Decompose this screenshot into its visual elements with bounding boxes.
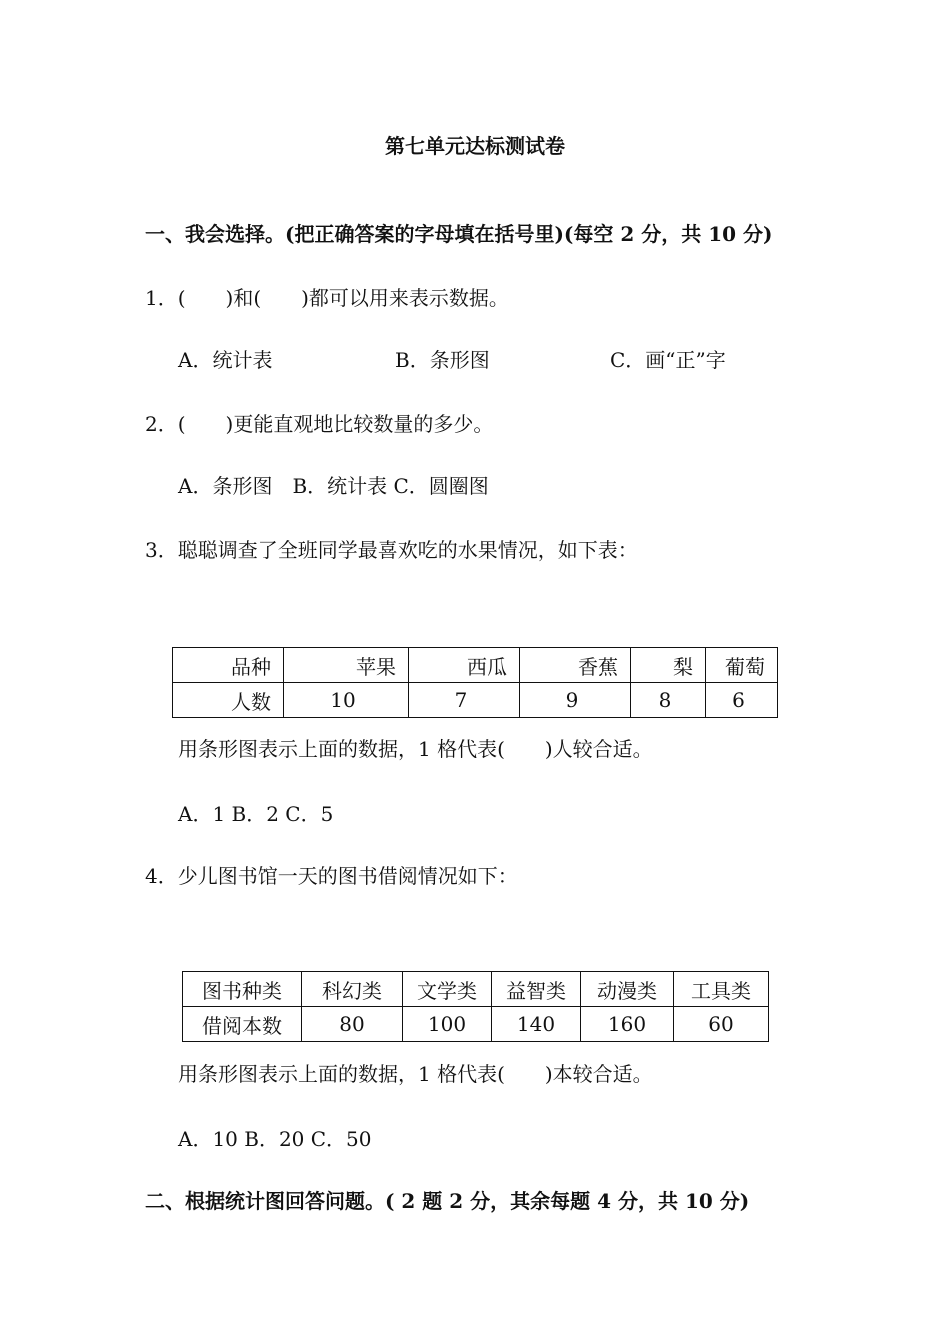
table-row: [173, 683, 778, 718]
question-1-option-a: A．统计表: [178, 348, 273, 372]
table-cell: 葡萄: [706, 648, 778, 683]
page-title: 第七单元达标测试卷: [385, 134, 565, 158]
section-2-heading: 二、根据统计图回答问题。( 2 题 2 分，其余每题 4 分，共 10 分): [145, 1189, 750, 1213]
question-4-sub: 用条形图表示上面的数据，1 格代表( )本较合适。: [178, 1062, 653, 1086]
question-4-stem: 4．少儿图书馆一天的图书借阅情况如下：: [145, 864, 518, 888]
fruit-table: [172, 647, 778, 718]
table-cell: 工具类: [674, 972, 769, 1007]
table-cell: 梨: [631, 648, 706, 683]
table-cell: 动漫类: [581, 972, 674, 1007]
table-cell: 9: [520, 683, 631, 718]
table-cell: 科幻类: [302, 972, 403, 1007]
table-cell: 香蕉: [520, 648, 631, 683]
table-cell: 8: [631, 683, 706, 718]
table-cell: 苹果: [284, 648, 409, 683]
table-cell: 6: [706, 683, 778, 718]
question-3-sub: 用条形图表示上面的数据，1 格代表( )人较合适。: [178, 737, 653, 761]
question-3-stem: 3．聪聪调查了全班同学最喜欢吃的水果情况，如下表：: [145, 538, 638, 562]
table-cell: 文学类: [403, 972, 492, 1007]
table-row: [173, 648, 778, 683]
table-cell: 西瓜: [409, 648, 520, 683]
table-cell: 人数: [173, 683, 284, 718]
table-cell: 品种: [173, 648, 284, 683]
table-cell: 60: [674, 1007, 769, 1042]
question-1-option-b: B．条形图: [395, 348, 490, 372]
question-3-options: A．1 B．2 C．5: [178, 802, 334, 826]
table-cell: 7: [409, 683, 520, 718]
table-cell: 图书种类: [183, 972, 302, 1007]
question-1-option-c: C．画“正”字: [610, 348, 726, 372]
question-2-stem: 2．( )更能直观地比较数量的多少。: [145, 412, 494, 436]
table-cell: 10: [284, 683, 409, 718]
question-1-stem: 1．( )和( )都可以用来表示数据。: [145, 286, 509, 310]
table-cell: 益智类: [492, 972, 581, 1007]
question-4-options: A．10 B．20 C．50: [178, 1127, 372, 1151]
table-cell: 80: [302, 1007, 403, 1042]
library-table: [182, 971, 769, 1042]
table-cell: 140: [492, 1007, 581, 1042]
table-cell: 160: [581, 1007, 674, 1042]
table-row: [183, 972, 769, 1007]
section-1-heading: 一、我会选择。(把正确答案的字母填在括号里)(每空 2 分，共 10 分): [145, 222, 773, 246]
question-2-options: A．条形图 B．统计表 C．圆圈图: [178, 474, 489, 498]
table-row: [183, 1007, 769, 1042]
table-cell: 借阅本数: [183, 1007, 302, 1042]
table-cell: 100: [403, 1007, 492, 1042]
